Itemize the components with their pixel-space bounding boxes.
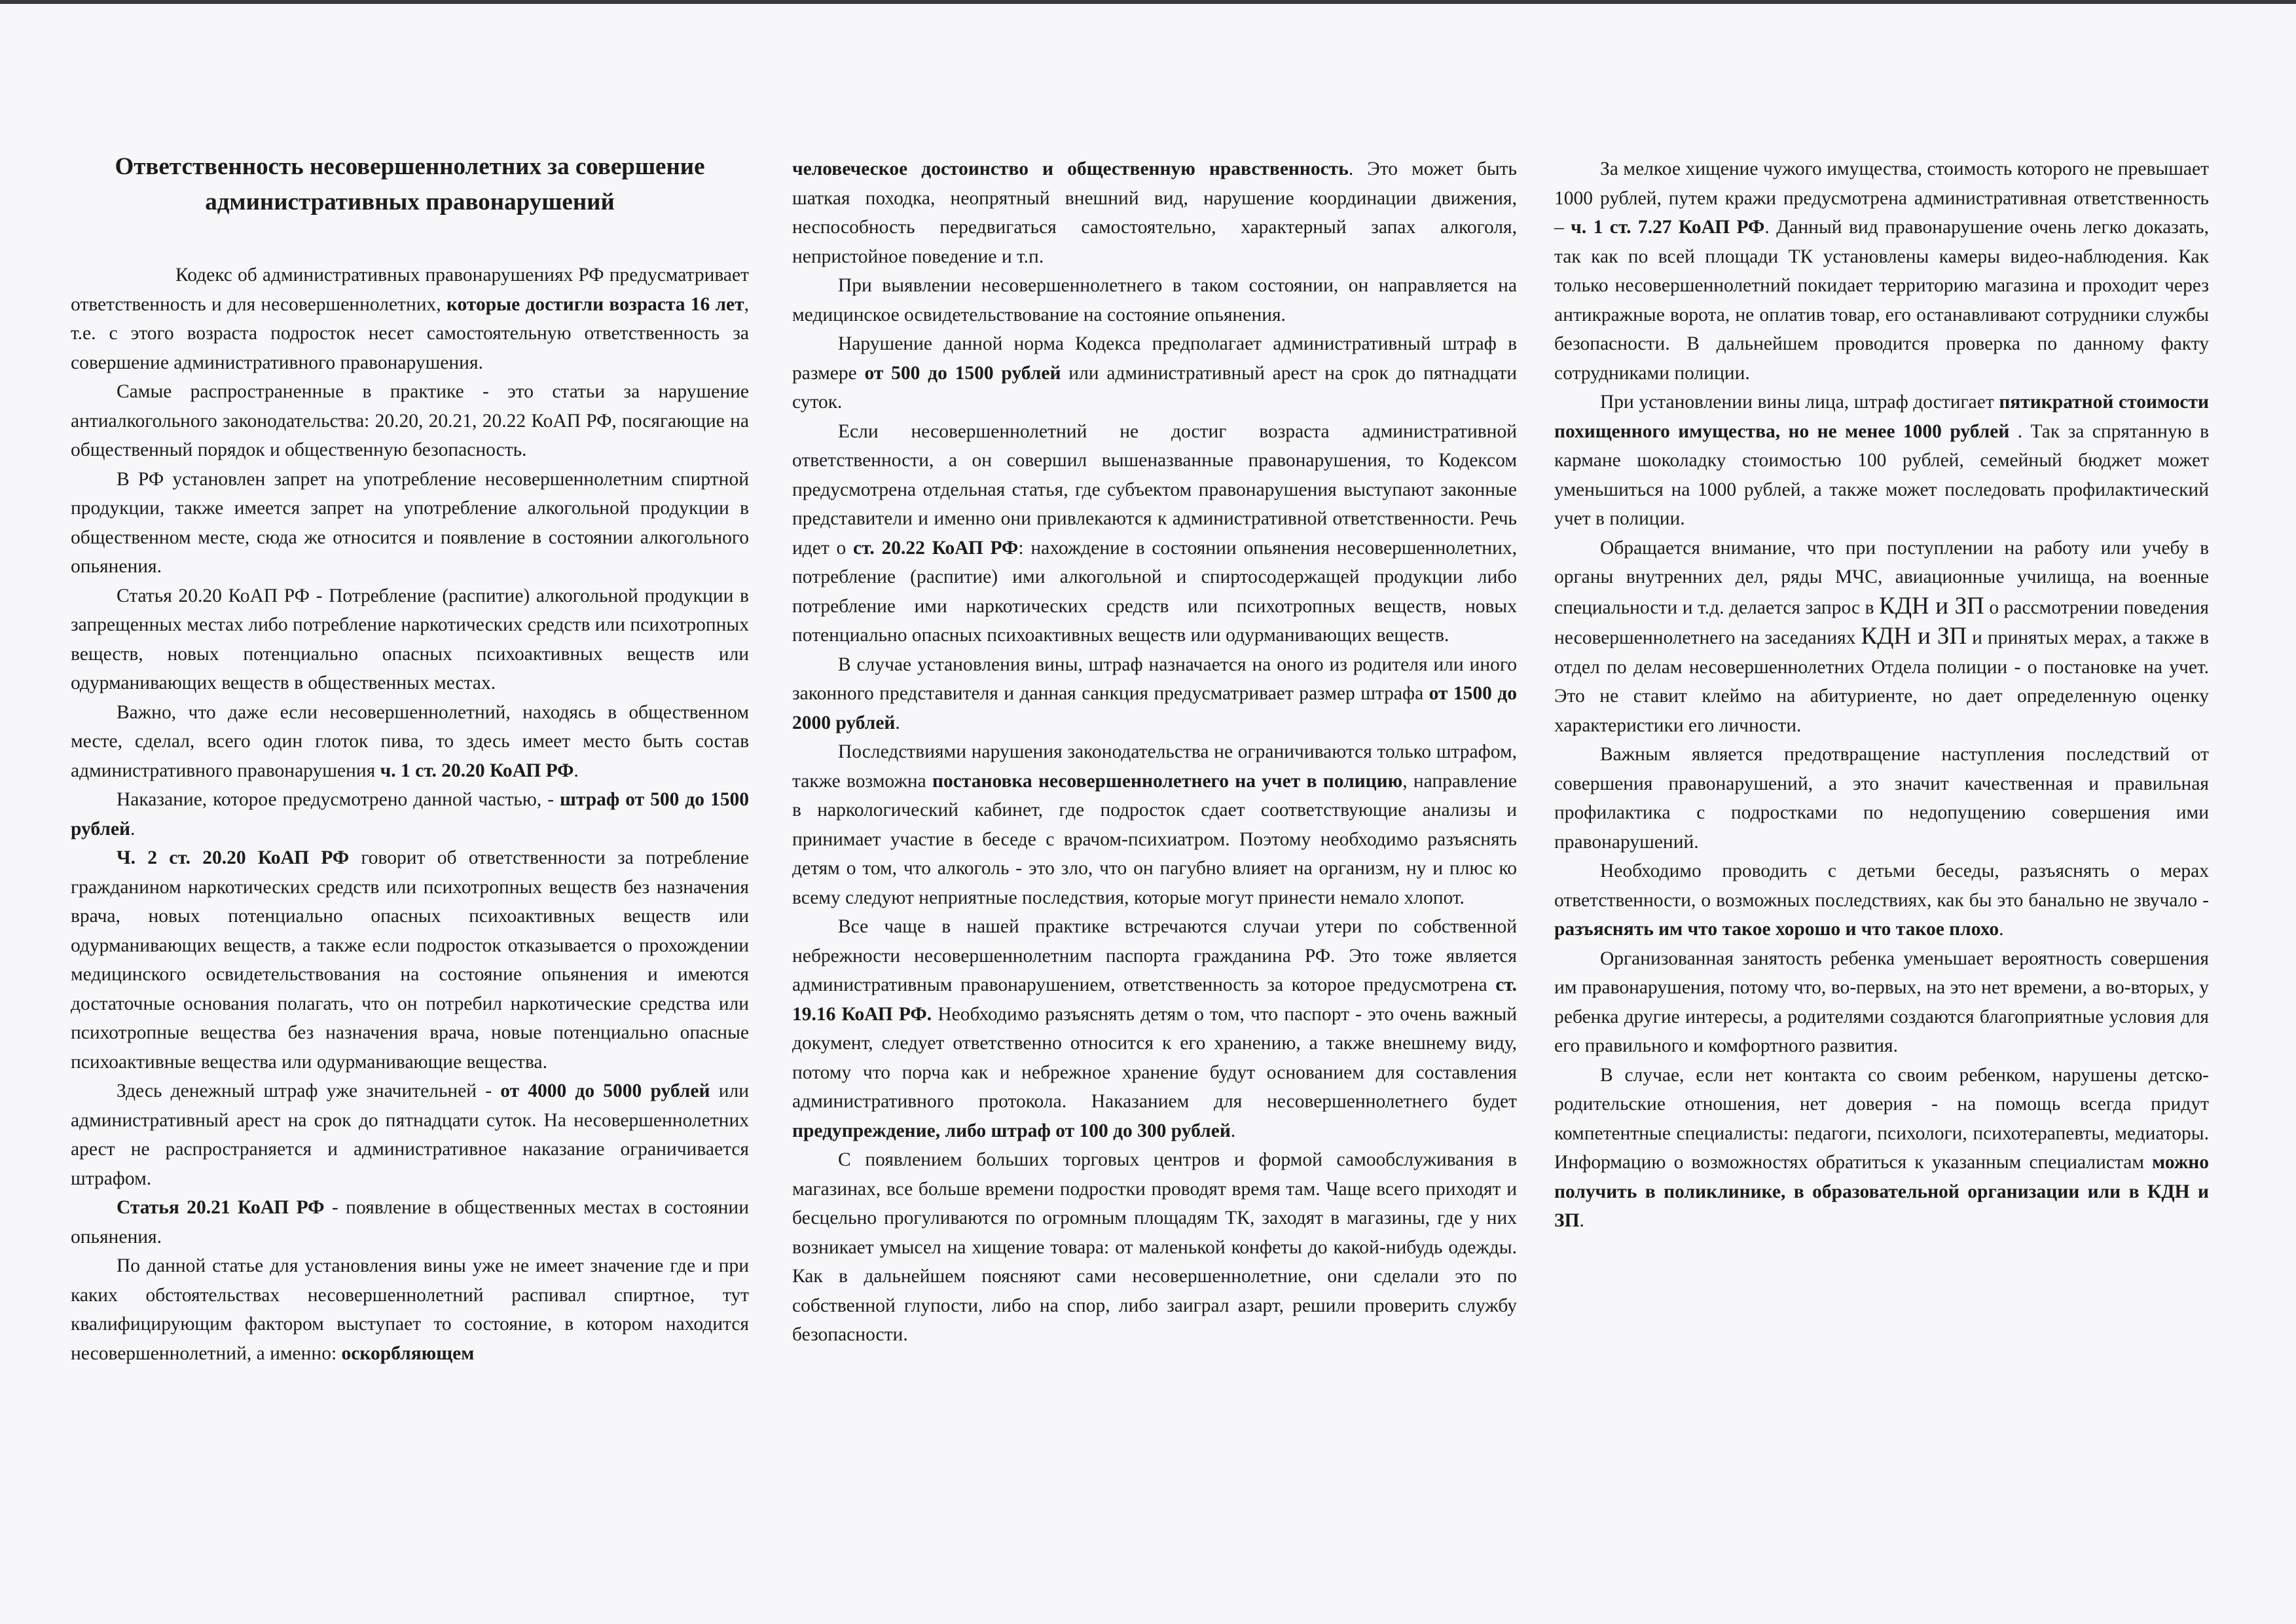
paragraph: Здесь денежный штраф уже значительней - от 4000 до 5000 рублей или административный арест на срок до пятнадцати суток. На несовершеннолетних арест не распространяется и административное наказание ограничивается штрафом. — [71, 1080, 749, 1189]
paragraph: Если несовершеннолетний не достиг возраста административной ответственности, а он совершил вышеназванные правонарушения, то Кодексом предусмотрена отдельная статья, где субъектом правонарушения выступают законные представители и именно они привлекаются к административной ответственности. Речь идет о ст. 20.22 КоАП РФ: нахождение в состоянии опьянения несовершеннолетних, потребление (распитие) ими алкогольной и спиртосодержащей продукции либо потребление ими наркотических средств или психотропных веществ, новых потенциально опасных психоактивных веществ или одурманивающих веществ. — [792, 420, 1517, 646]
paragraph: Статья 20.21 КоАП РФ - появление в общественных местах в состоянии опьянения. — [71, 1197, 749, 1247]
paragraph: В случае установления вины, штраф назначается на оного из родителя или иного законного представителя и данная санкция предусматривает размер штрафа от 1500 до 2000 рублей. — [792, 654, 1517, 733]
paragraph: В случае, если нет контакта со своим ребенком, нарушены детско-родительские отношения, нет доверия - на помощь всегда придут компетентные специалисты: педагоги, психологи, психотерапевты, медиаторы. Информацию о возможностях обратиться к указанным специалистам можно получить в поликлинике, в образовательной организации или в КДН и ЗП. — [1554, 1064, 2209, 1231]
scan-edge — [0, 0, 2296, 4]
paragraph: Ч. 2 ст. 20.20 КоАП РФ говорит об ответственности за потребление гражданином наркотических средств или психотропных веществ без назначения врача, новых потенциально опасных психоактивных веществ или одурманивающих веществ, а также если подросток отказывается о прохождении медицинского освидетельствования на состояние опьянения и имеются достаточные основания полагать, что он потребил наркотические средства или психотропные вещества без назначения врача, новые потенциально опасные психоактивные вещества или одурманивающие вещества. — [71, 847, 749, 1073]
document-title: Ответственность несовершеннолетних за совершение административных правонарушений — [115, 153, 705, 215]
paragraph: Все чаще в нашей практике встречаются случаи утери по собственной небрежности несовершеннолетним паспорта гражданина РФ. Это тоже является административным правонарушением, ответственность за которое предусмотрена ст. 19.16 КоАП РФ. Необходимо разъяснять детям о том, что паспорт - это очень важный документ, следует ответственно относится к его хранению, а также внешнему виду, потому что порча как и небрежное хранение будут основанием для составления административного протокола. Наказанием для несовершеннолетнего будет предупреждение, либо штраф от 100 до 300 рублей. — [792, 916, 1517, 1141]
paragraph: Наказание, которое предусмотрено данной частью, - штраф от 500 до 1500 рублей. — [71, 789, 749, 840]
paragraph: Необходимо проводить с детьми беседы, разъяснять о мерах ответственности, о возможных последствиях, как бы это банально не звучало - разъяснять им что такое хорошо и что такое плохо. — [1554, 860, 2209, 940]
paragraph: За мелкое хищение чужого имущества, стоимость которого не превышает 1000 рублей, путем кражи предусмотрена административная ответственность – ч. 1 ст. 7.27 КоАП РФ. Данный вид правонарушение очень легко доказать, так как по всей площади ТК установлены камеры видео-наблюдения. Как только несовершеннолетний покидает территорию магазина и проходит через антикражные ворота, не оплатив товар, его останавливают сотрудники службы безопасности. В дальнейшем проводится проверка по данному факту сотрудниками полиции. — [1554, 158, 2210, 384]
column-right — [1554, 155, 2209, 1236]
paragraph: При установлении вины лица, штраф достигает пятикратной стоимости похищенного имущества, но не менее 1000 рублей . Так за спрятанную в кармане шоколадку стоимостью 100 рублей, семейный бюджет может уменьшиться на 1000 рублей, а также может последовать профилактический учет в полиции. — [1554, 392, 2209, 529]
column-left — [71, 149, 749, 1368]
paragraph: Обращается внимание, что при поступлении на работу или учебу в органы внутренних дел, ряды МЧС, авиационные училища, на военные специальности и т.д. делается запрос в КДН и ЗП о рассмотрении поведения несовершеннолетнего на заседаниях КДН и ЗП и принятых мерах, а также в отдел по делам несовершеннолетних Отдела полиции - о постановке на учет. Это не ставит клеймо на абитуриенте, но дает определенную оценку характеристики его личности. — [1554, 537, 2209, 736]
paragraph: Последствиями нарушения законодательства не ограничиваются только штрафом, также возможна постановка несовершеннолетнего на учет в полицию, направление в наркологический кабинет, где подросток сдает соответствующие анализы и принимает участие в беседе с врачом-психиатром. Поэтому необходимо разъяснять детям о том, что алкоголь - это зло, что он пагубно влияет на организм, ну и плюс ко всему следуют неприятные последствия, которые могут принести немало хлопот. — [792, 741, 1517, 908]
paragraph: человеческое достоинство и общественную нравственность. Это может быть шаткая походка, неопрятный внешний вид, нарушение координации движения, неспособность передвигаться самостоятельно, характерный запах алкоголя, непристойное поведение и т.п. — [792, 158, 1517, 267]
paragraph: При выявлении несовершеннолетнего в таком состоянии, он направляется на медицинское освидетельствование на состояние опьянения. — [792, 275, 1517, 325]
paragraph: Важно, что даже если несовершеннолетний, находясь в общественном месте, сделал, всего один глоток пива, то здесь имеет место быть состав административного правонарушения ч. 1 ст. 20.20 КоАП РФ. — [71, 701, 749, 781]
paragraph: С появлением больших торговых центров и формой самообслуживания в магазинах, все больше времени подростки проводят время там. Чаще всего приходят и бесцельно прогуливаются по огромным площадям ТК, заходят в магазины, где у них возникает умысел на хищение товара: от маленькой конфеты до какой-нибудь одежды. Как в дальнейшем поясняют сами несовершеннолетние, они сделали это по собственной глупости, либо на спор, либо заиграл азарт, решили проверить службу безопасности. — [792, 1149, 1517, 1345]
paragraph: Нарушение данной норма Кодекса предполагает административный штраф в размере от 500 до 1500 рублей или административный арест на срок до пятнадцати суток. — [792, 333, 1518, 413]
paragraph: Статья 20.20 КоАП РФ - Потребление (распитие) алкогольной продукции в запрещенных местах либо потребление наркотических средств или психотропных веществ, новых потенциально опасных психоактивных веществ или одурманивающих веществ в общественных местах. — [71, 585, 749, 693]
paragraph: Кодекс об административных правонарушениях РФ предусматривает ответственность и для несовершеннолетних, которые достигли возраста 16 лет, т.е. с этого возраста подросток несет самостоятельную ответственность за совершение административного правонарушения. — [71, 265, 750, 373]
paragraph: По данной статье для установления вины уже не имеет значение где и при каких обстоятельствах несовершеннолетний распивал спиртное, тут квалифицирующим фактором выступает то состояние, в котором находится несовершеннолетний, а именно: оскорбляющем — [71, 1255, 749, 1364]
paragraph: В РФ установлен запрет на употребление несовершеннолетним спиртной продукции, также имеется запрет на употребление алкогольной продукции в общественном месте, сюда же относится и появление в состоянии алкогольного опьянения. — [71, 468, 749, 577]
column-middle — [792, 155, 1517, 1350]
paragraph: Самые распространенные в практике - это статьи за нарушение антиалкогольного законодательства: 20.20, 20.21, 20.22 КоАП РФ, посягающие на общественный порядок и общественную безопасность. — [71, 381, 749, 460]
paragraph: Важным является предотвращение наступления последствий от совершения правонарушений, а это значит качественная и правильная профилактика с подростками по недопущению совершения ими правонарушений. — [1554, 744, 2209, 853]
paragraph: Организованная занятость ребенка уменьшает вероятность совершения им правонарушения, потому что, во-первых, на это нет времени, а во-вторых, у ребенка другие интересы, а родителями создаются благоприятные условия для его правильного и комфортного развития. — [1554, 948, 2209, 1056]
